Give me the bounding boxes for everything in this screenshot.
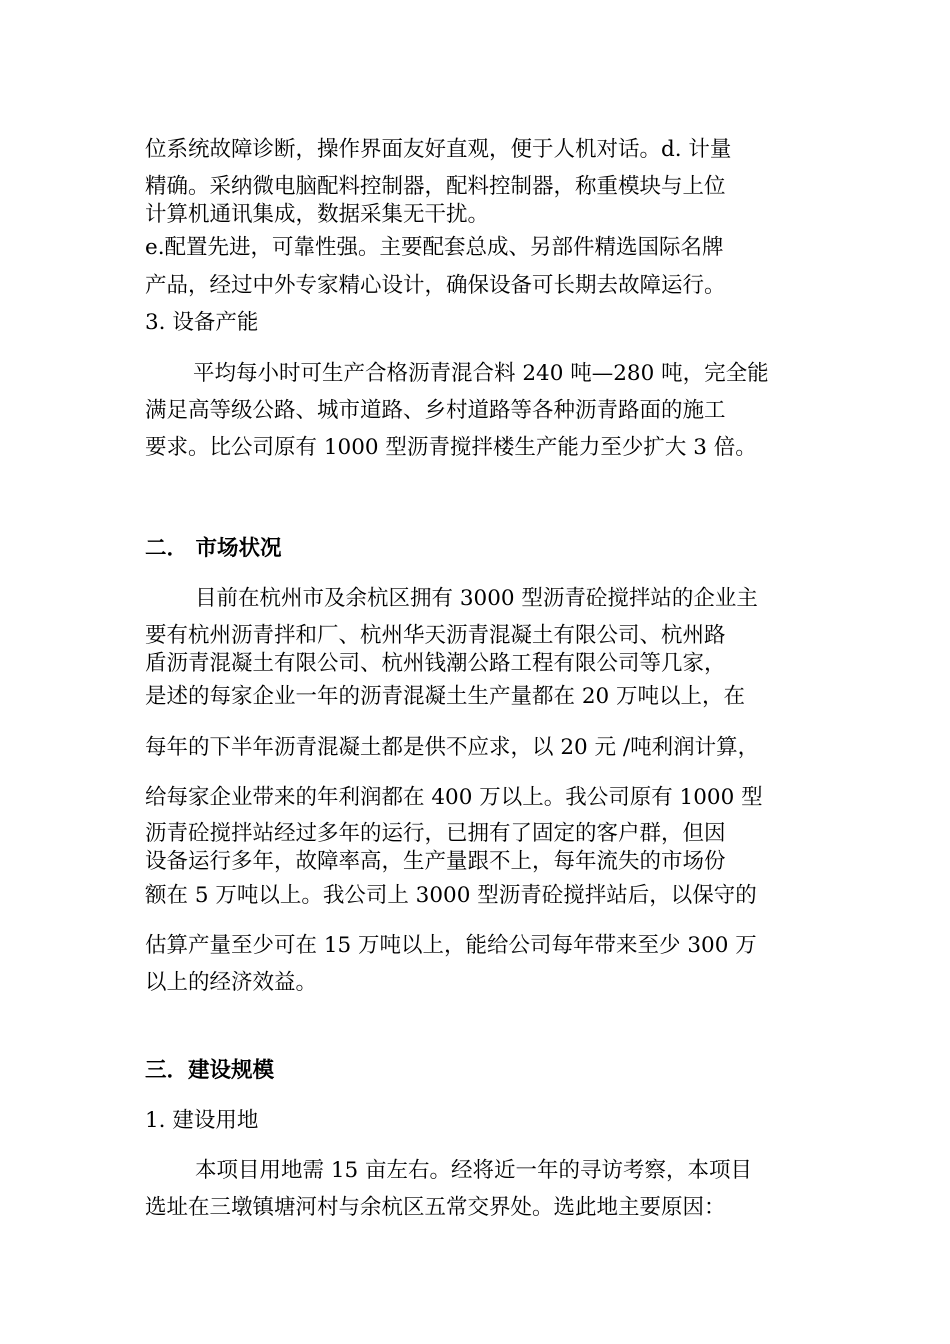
text-line: 额在 5 万吨以上。我公司上 3000 型沥青砼搅拌站后，以保守的 [145,883,757,908]
text-line: 本项目用地需 15 亩左右。经将近一年的寻访考察，本项目 [195,1158,753,1183]
text-line: 每年的下半年沥青混凝土都是供不应求，以 20 元 /吨利润计算， [145,735,760,760]
text-line: 要求。比公司原有 1000 型沥青搅拌楼生产能力至少扩大 3 倍。 [145,435,757,460]
text-line: 沥青砼搅拌站经过多年的运行，已拥有了固定的客户群，但因 [145,821,726,846]
text-line: e.配置先进，可靠性强。主要配套总成、另部件精选国际名牌 [145,235,724,260]
text-line: 平均每小时可生产合格沥青混合料 240 吨—280 吨，完全能 [193,361,769,386]
text-line: 估算产量至少可在 15 万吨以上，能给公司每年带来至少 300 万 [145,933,757,958]
text-line: 目前在杭州市及余杭区拥有 3000 型沥青砼搅拌站的企业主 [195,586,758,611]
text-line: 精确。采纳微电脑配料控制器，配料控制器，称重模块与上位 [145,174,726,199]
text-line: 产品，经过中外专家精心设计，确保设备可长期去故障运行。 [145,273,726,298]
text-line: 要有杭州沥青拌和厂、杭州华天沥青混凝土有限公司、杭州路 [145,623,726,648]
text-line: 位系统故障诊断，操作界面友好直观，便于人机对话。d. 计量 [145,137,732,162]
text-line: 以上的经济效益。 [145,970,318,995]
text-line: 是述的每家企业一年的沥青混凝土生产量都在 20 万吨以上，在 [145,684,746,709]
subheading: 3. 设备产能 [145,310,259,335]
text-line: 满足高等级公路、城市道路、乡村道路等各种沥青路面的施工 [145,398,726,423]
text-line: 设备运行多年，故障率高，生产量跟不上，每年流失的市场份 [145,849,726,874]
text-line: 给每家企业带来的年利润都在 400 万以上。我公司原有 1000 型 [145,785,763,810]
text-line: 计算机通讯集成，数据采集无干扰。 [145,202,490,227]
section-heading: 二． 市场状况 [145,536,282,561]
text-line: 盾沥青混凝土有限公司、杭州钱潮公路工程有限公司等几家， [145,651,726,676]
section-heading: 三．建设规模 [145,1058,275,1083]
text-line: 选址在三墩镇塘河村与余杭区五常交界处。选此地主要原因： [145,1195,726,1220]
subheading: 1. 建设用地 [145,1108,259,1133]
